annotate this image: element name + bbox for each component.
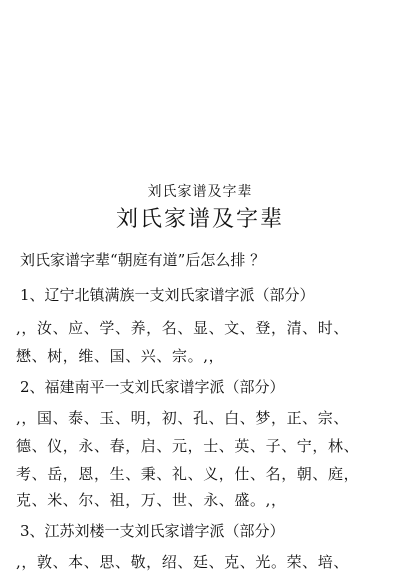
section-heading-jiangsu: 3、江苏刘楼一支刘氏家谱字派（部分） xyxy=(20,522,285,540)
section-heading-liaoning: 1、辽宁北镇满族一支刘氏家谱字派（部分） xyxy=(20,286,315,304)
document-header-title: 刘氏家谱及字辈 xyxy=(147,184,253,200)
section-text-line: ,，国、泰、玉、明，初、孔、白、梦，正、宗、 xyxy=(16,409,349,427)
section-text-line: 考、岳，恩，生、秉、礼、义，仕、名，朝、庭， xyxy=(16,465,360,483)
section-text-line: 克、米、尔、祖，万、世、永、盛。,， xyxy=(16,491,287,509)
section-heading-fujian: 2、福建南平一支刘氏家谱字派（部分） xyxy=(20,378,285,396)
section-text-line: ,，汝、应、学、养，名、显、文、登，清、时、 xyxy=(16,319,349,337)
section-text-line: ,，敦、本、思、敬，绍、廷、克、光。荣、培、 xyxy=(16,553,349,571)
section-text-line: 懋、树，维、国、兴、宗。,， xyxy=(16,347,225,365)
intro-question: 刘氏家谱字辈“朝庭有道”后怎么排 ？ xyxy=(20,251,266,269)
section-text-line: 德、仪，永、春，启、元，士、英、子、宁，林、 xyxy=(16,437,360,455)
document-main-title: 刘氏家谱及字辈 xyxy=(115,207,284,232)
